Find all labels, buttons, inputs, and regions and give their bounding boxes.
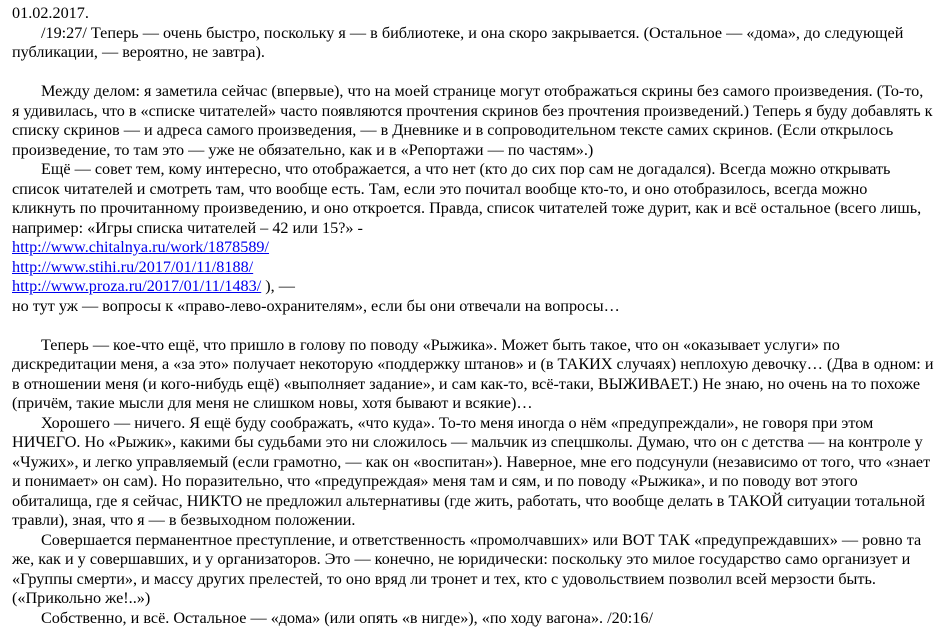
- link-line-stihi: [12, 258, 934, 278]
- paragraph-screens: Между делом: я заметила сейчас (впервые), что на моей странице могут отображаться скрины без самого произведения. (То-то, я удивилась, что в «списке читателей» часто появляются прочтения скринов без прочтения произведений.) Теперь я буду добавлять к списку скринов — и адреса самого произведения, — в Дневнике и в сопроводительном тексте самих скринов. (Если открылось произведение, то там это — уже не обязательно, как и в «Репортажи — по частям».): [12, 82, 933, 159]
- paragraph-readers-end: но тут уж — вопросы к «право-лево-охранителям», если бы они отвечали на вопросы…: [12, 296, 620, 315]
- entry-date: 01.02.2017.: [12, 4, 89, 22]
- paragraph-closing: Собственно, и всё. Остальное — «дома» (или опять «в нигде»), «по ходу вагона». /20:16/: [41, 608, 653, 627]
- paragraph-intro: /19:27/ Теперь — очень быстро, поскольку я — в библиотеке, и она скоро закрывается. (Остальное — «дома», до следующей публикации, — вероятно, не завтра).: [12, 23, 904, 61]
- link-proza[interactable]: http://www.proza.ru/2017/01/11/1483/: [12, 277, 262, 295]
- link-chitalnya[interactable]: http://www.chitalnya.ru/work/1878589/: [12, 238, 270, 256]
- link-stihi[interactable]: http://www.stihi.ru/2017/01/11/8188/: [12, 257, 254, 276]
- link-proza-suffix: ), —: [261, 277, 295, 295]
- paragraph-nothing-good: Хорошего — ничего. Я ещё буду соображать, «что куда». То-то меня иногда о нём «предупреждали», не говоря при этом НИЧЕГО. Но «Рыжик», какими бы судьбами это ни сложилось — мальчик из спецшколы. Думаю, что он с детства — на контроле у «Чужих», и легко управляемый (если грамотно, — как он «воспитан»). Наверное, мне его подсунули (независимо от того, что «знает и понимает» он сам). Но поразительно, что «предупреждая» меня там и сям, и по поводу «Рыжика», и по поводу вот этого обиталища, где я сейчас, НИКТО не предложил альтернативы (где жить, работать, что вообще делать в ТАКОЙ ситуации тотальной травли), зная, что я — в безвыходном положении.: [12, 413, 931, 529]
- link-line-proza: [12, 277, 934, 297]
- blank-line: [12, 316, 934, 336]
- paragraph-ryzhik: Теперь — кое-что ещё, что пришло в голову по поводу «Рыжика». Может быть такое, что он «оказывает услуги» по дискредитации меня, а «за это» получает некоторую «поддержку штанов» и (в ТАКИХ случаях) неплохую девочку… (Два в одном: и в отношении меня (и кого-нибудь ещё) «выполняет задание», и сам как-то, всё-таки, ВЫЖИВАЕТ.) Не знаю, но очень на то похоже (причём, такие мысли для меня не слишком новы, хотя бывают и всякие)…: [12, 335, 934, 412]
- paragraph-readers-list: Ещё — совет тем, кому интересно, что отображается, а что нет (кто до сих пор сам не догадался). Всегда можно открывать список читателей и смотреть там, что вообще есть. Там, если это почитал вообще кто-то, и оно отобразилось, всегда можно кликнуть по прочитанному произведению, и оно откроется. Правда, список читателей тоже дурит, как и всё остальное (всего лишь, например: «Игры списка читателей – 42 или 15?» -: [12, 160, 922, 237]
- link-line-chitalnya: [12, 238, 934, 258]
- blank-line: [12, 63, 934, 83]
- paragraph-crime: Совершается перманентное преступление, и ответственность «промолчавших» или ВОТ ТАК «предупреждавших» — ровно та же, как и у совершавших, и у организаторов. Это — конечно, не юридически: поскольку это милое государство само организует и «Группы смерти», и массу других прелестей, то оно вряд ли тронет и тех, кто с удовольствием позволил всей мерзости быть. («Прикольно же!..»): [12, 530, 922, 607]
- document-body: [12, 4, 934, 628]
